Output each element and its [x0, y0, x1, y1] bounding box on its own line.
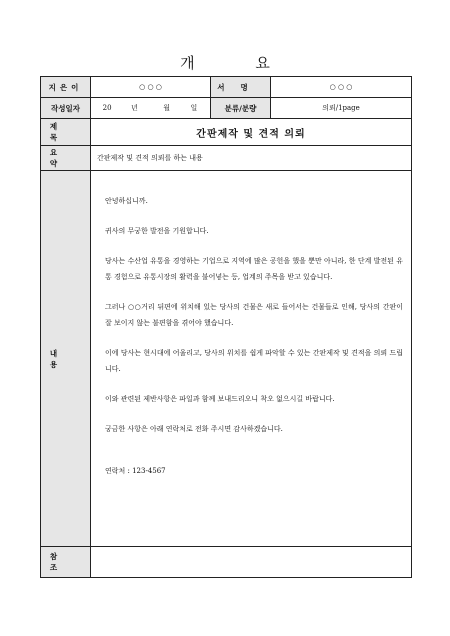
signature-label: 서명	[211, 77, 271, 98]
date-year-unit: 년	[130, 104, 138, 112]
summary-row	[41, 146, 412, 171]
summary-value: 간판제작 및 견적 의뢰를 하는 내용	[91, 146, 412, 171]
body-label: 내용	[41, 171, 91, 547]
intro-paragraph: 당사는 수산업 유통을 경영하는 기업으로 지역에 많은 공헌을 했을 뿐만 아니라, 한 단계 발전된 유통 경험으로 유통시장의 활력을 불어넣는 등, 업계의 주목을 받고 있습니다.	[105, 257, 403, 281]
date-day-unit: 일	[190, 104, 198, 112]
summary-label: 요약	[41, 146, 91, 171]
signature-value: ○ ○ ○	[271, 77, 412, 98]
document-title: 개 요	[180, 54, 298, 72]
date-value	[91, 98, 211, 119]
subject-value: 간판제작 및 견적 의뢰	[91, 119, 412, 146]
reference-label: 참조	[41, 547, 91, 578]
problem-paragraph: 그러나 ○○거리 뒤편에 위치해 있는 당사의 건물은 새로 들어서는 건물들로 인해, 당사의 간판이 잘 보이지 않는 불편함을 겪어야 했습니다.	[105, 303, 403, 327]
category-value: 의뢰/1page	[271, 98, 412, 119]
subject-label: 제목	[41, 119, 91, 146]
category-label: 분류/분량	[211, 98, 271, 119]
date-row	[41, 98, 412, 119]
greeting-paragraph: 안녕하십니까.	[105, 197, 148, 205]
body-row	[41, 171, 412, 547]
request-paragraph: 이에 당사는 현시대에 어울리고, 당사의 위치를 쉽게 파악할 수 있는 간판제작 및 견적을 의뢰 드립니다.	[105, 349, 403, 373]
attachment-paragraph: 이와 관련된 제반사항은 파일과 함께 보내드리오니 착오 없으시길 바랍니다.	[105, 395, 335, 403]
wish-paragraph: 귀사의 무궁한 발전을 기원합니다.	[105, 227, 209, 235]
body-content	[91, 171, 412, 547]
date-year: 20	[102, 104, 112, 112]
contact-line: 연락처 : 123-4567	[105, 467, 166, 475]
author-row	[41, 77, 412, 98]
date-month-unit: 월	[163, 104, 170, 112]
subject-row	[41, 119, 412, 146]
date-label: 작성일자	[41, 98, 91, 119]
author-value: ○ ○ ○	[91, 77, 211, 98]
overview-table	[40, 76, 412, 578]
reference-value	[91, 547, 412, 578]
author-label: 지은이	[41, 77, 91, 98]
inquiry-paragraph: 궁금한 사항은 아래 연락처로 전화 주시면 감사하겠습니다.	[105, 425, 283, 433]
reference-row	[41, 547, 412, 578]
